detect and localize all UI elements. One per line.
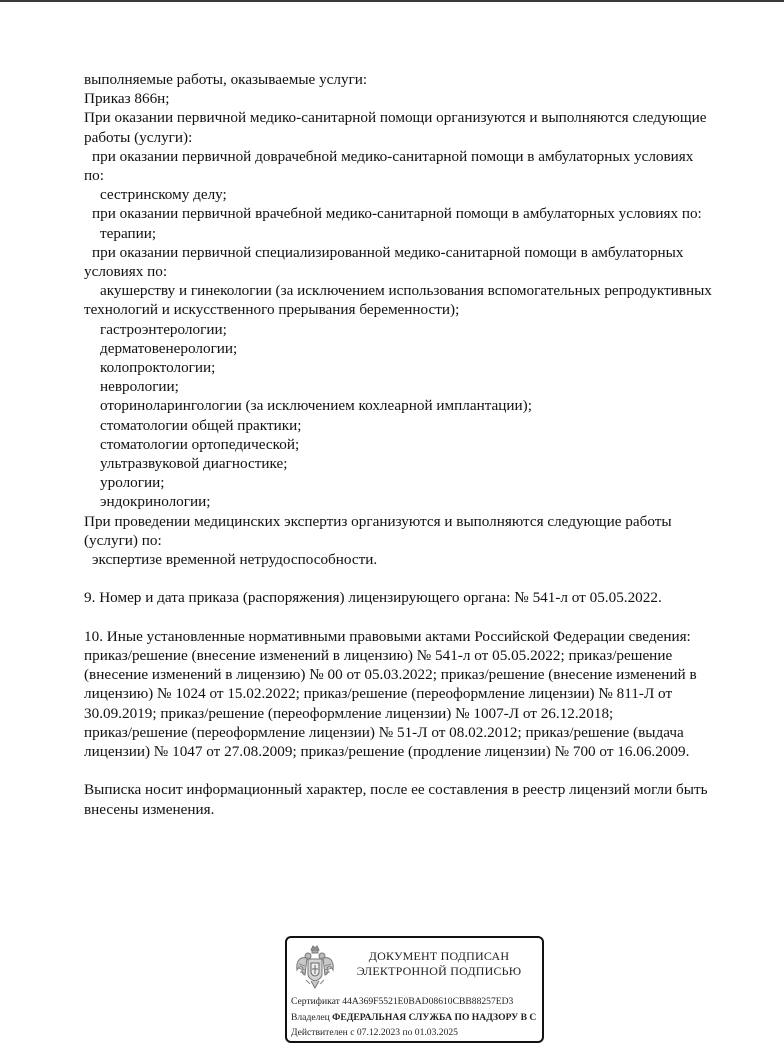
signature-title [339,949,539,979]
service-item: колопроктологии; [100,359,216,377]
service-item: неврологии; [100,378,179,396]
section-10-heading: 10. Иные установленные нормативными правовыми актами Российской Федерации сведения: [84,627,691,645]
text-line: лицензии) № 1047 от 27.08.2009; приказ/решение (продление лицензии) № 700 от 16.06.2009. [84,743,690,761]
text-line: 30.09.2019; приказ/решение (переоформление лицензии) № 1007-Л от 26.12.2018; [84,704,614,722]
text-line: При проведении медицинских экспертиз организуются и выполняются следующие работы [84,512,672,530]
service-item: экспертизе временной нетрудоспособности. [92,551,378,569]
signature-title-line-1: ДОКУМЕНТ ПОДПИСАН [368,949,510,963]
text-line: приказ/решение (переоформление лицензии) № 51-Л от 08.02.2012; приказ/решение (выдача [84,723,684,741]
text-line: условиях по: [84,263,168,281]
service-item: дерматовенерологии; [100,339,238,357]
owner-value: ФЕДЕРАЛЬНАЯ СЛУЖБА ПО НАДЗОРУ В С [332,1011,537,1023]
services-section [84,70,764,569]
service-item: оториноларингологии (за исключением кохлеарной имплантации); [100,397,532,415]
service-item: терапии; [100,224,157,242]
electronic-signature-stamp [285,936,544,1043]
spacer [84,569,764,588]
valid-to: 01.03.2025 [414,1027,458,1038]
top-border-line [0,0,784,2]
service-item: эндокринологии; [100,493,211,511]
russian-coat-of-arms-icon [293,944,337,990]
service-item: сестринскому делу; [100,186,227,204]
service-item: урологии; [100,474,165,492]
certificate-value: 44A369F5521E0BAD08610CBB88257ED3 [342,996,514,1007]
valid-from: 07.12.2023 [356,1027,401,1038]
order-reference: Приказ 866н; [84,90,170,108]
owner-row [291,1010,536,1026]
owner-label: Владелец [291,1011,330,1023]
service-item: акушерству и гинекологии (за исключением использования вспомогательных репродуктивных [100,282,712,300]
service-item: ультразвуковой диагностике; [100,455,288,473]
disclaimer-line: Выписка носит информационный характер, после ее составления в реестр лицензий могли быть [84,781,708,799]
text-line: приказ/решение (внесение изменений в лицензию) № 541-л от 05.05.2022; приказ/решение [84,647,673,665]
signature-title-line-2: ЭЛЕКТРОННОЙ ПОДПИСЬЮ [356,964,522,978]
disclaimer [84,780,764,818]
text-line: (услуги) по: [84,531,162,549]
subheading-line: при оказании первичной доврачебной медико-санитарной помощи в амбулаторных условиях [92,147,694,165]
service-item: стоматологии ортопедической; [100,435,300,453]
text-line: При оказании первичной медико-санитарной помощи организуются и выполняются следующие [84,109,707,127]
certificate-row [291,994,536,1010]
text-line: технологий и искусственного прерывания беременности); [84,301,460,319]
service-item: гастроэнтерологии; [100,320,227,338]
spacer [84,608,764,627]
document-page [84,70,764,819]
subheading-line: при оказании первичной врачебной медико-санитарной помощи в амбулаторных условиях по: [92,205,702,223]
text-line: лицензию) № 1024 от 15.02.2022; приказ/решение (переоформление лицензии) № 811-Л от [84,685,673,703]
text-line: выполняемые работы, оказываемые услуги: [84,71,368,88]
valid-to-label: по [402,1027,413,1038]
text-line: (внесение изменений в лицензию) № 00 от 05.03.2022; приказ/решение (внесение изменений в [84,666,697,684]
validity-row [291,1025,536,1041]
text-line: по: [84,167,104,185]
valid-label: Действителен с [291,1027,355,1038]
spacer [84,761,764,780]
signature-details [291,994,536,1041]
subheading-line: при оказании первичной специализированной медико-санитарной помощи в амбулаторных [92,243,684,261]
disclaimer-line: внесены изменения. [84,800,215,818]
text-line: работы (услуги): [84,128,193,146]
section-10-other-info [84,627,764,761]
certificate-label: Сертификат [291,996,340,1007]
section-9-order-number: 9. Номер и дата приказа (распоряжения) лицензирующего органа: № 541-л от 05.05.2022. [84,589,662,607]
service-item: стоматологии общей практики; [100,416,302,434]
